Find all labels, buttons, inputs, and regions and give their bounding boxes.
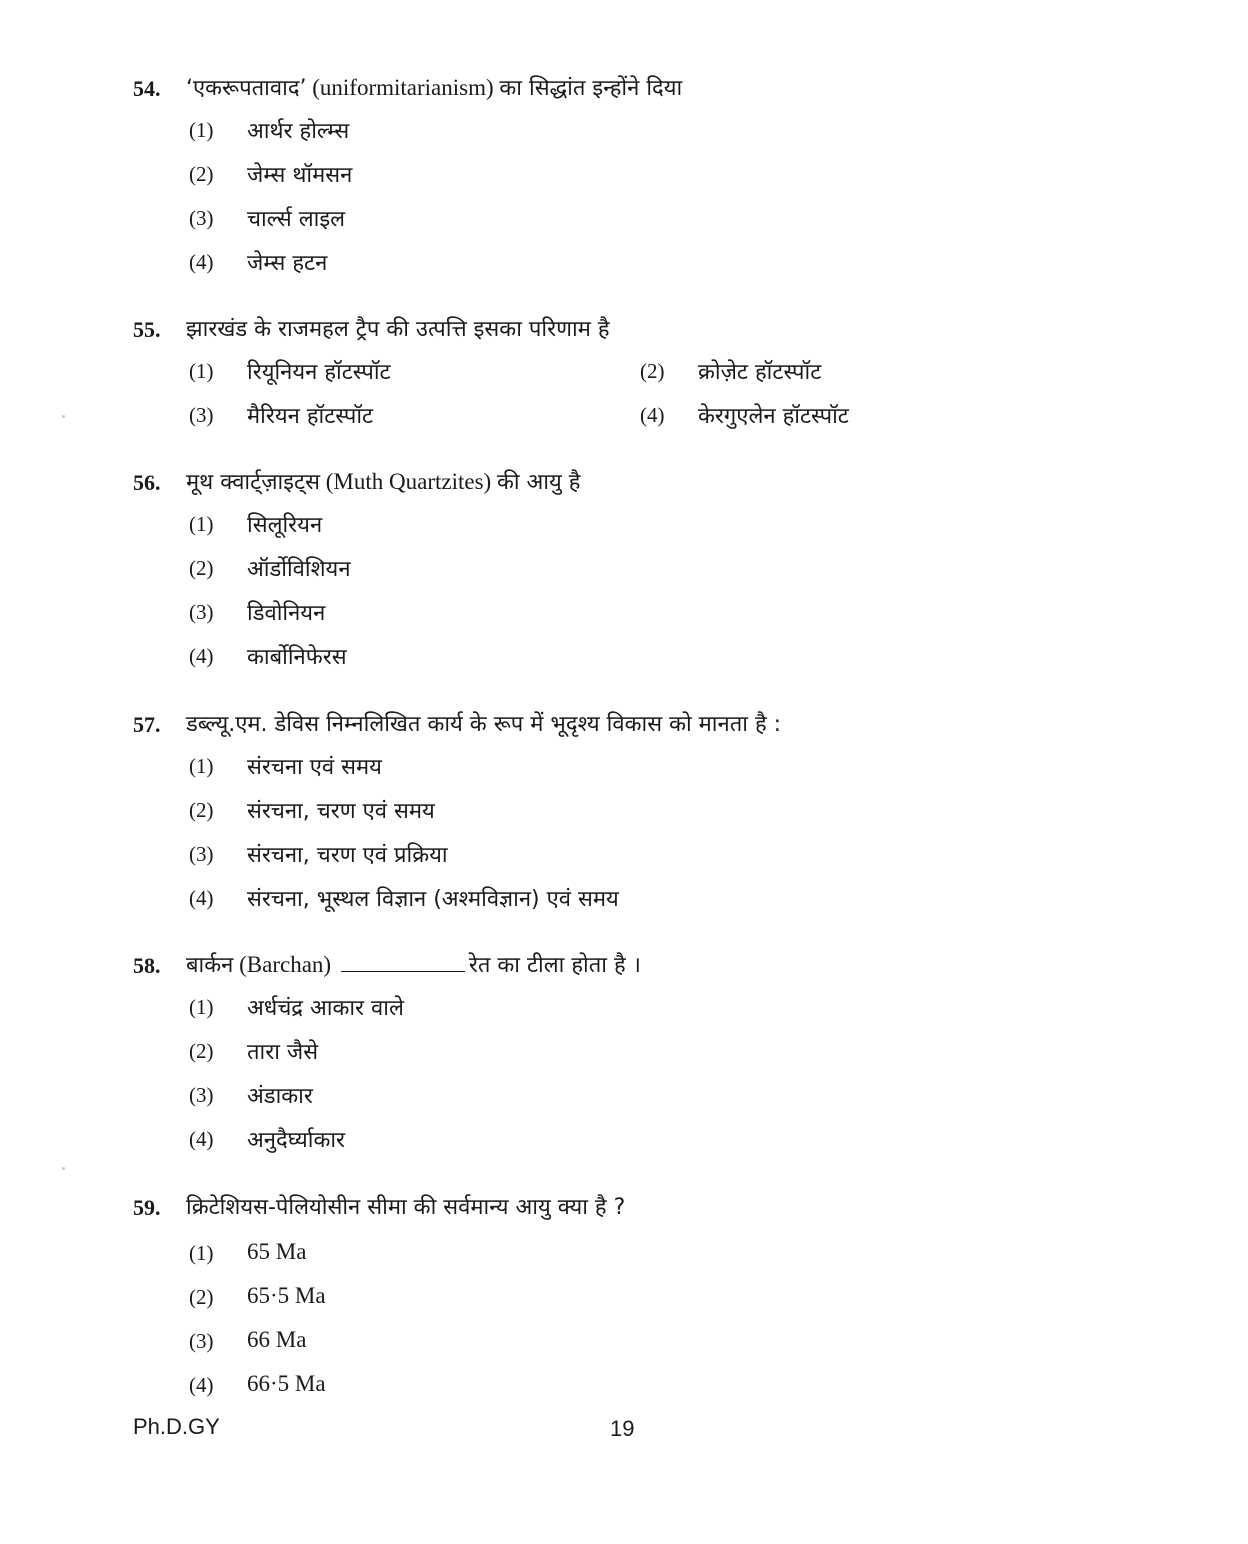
option-text: जेम्स थॉमसन: [247, 163, 353, 188]
option-number: (3): [189, 1083, 214, 1107]
option-number: (1): [189, 995, 214, 1019]
question-text-part: बार्कन: [186, 953, 234, 978]
option-text: अर्धचंद्र आकार वाले: [247, 996, 404, 1021]
question-number: 58.: [133, 953, 161, 978]
option-text: केरगुएलेन हॉटस्पॉट: [698, 404, 849, 429]
question-stem: [0, 947, 1248, 987]
question-text-part: का सिद्धांत इन्होंने दिया: [499, 76, 683, 101]
option-number: (3): [189, 1329, 214, 1353]
option-number: (1): [189, 118, 214, 142]
option-text: 65·5 Ma: [247, 1283, 326, 1308]
question-number: 56.: [133, 470, 161, 495]
option-text: संरचना, भूस्थल विज्ञान (अश्मविज्ञान) एवं समय: [247, 887, 619, 912]
question-number: 59.: [133, 1195, 161, 1220]
question-number: 54.: [133, 76, 161, 101]
option-number: (2): [189, 556, 214, 580]
question-text-part: रेत का टीला होता है ।: [468, 953, 641, 978]
page-number: 19: [610, 1416, 635, 1441]
option-text: अंडाकार: [247, 1084, 313, 1109]
question-stem: [0, 70, 1248, 110]
scan-speck: [62, 1167, 65, 1170]
question-stem: [0, 464, 1248, 504]
option-text: चार्ल्स लाइल: [247, 207, 346, 232]
question-text: डब्ल्यू.एम. डेविस निम्नलिखित कार्य के रूप में भूदृश्य विकास को मानता है :: [186, 712, 782, 737]
option-number: (3): [189, 403, 214, 427]
option-number: (4): [189, 1127, 214, 1151]
option-number: (3): [189, 600, 214, 624]
option-text: रियूनियन हॉटस्पॉट: [247, 360, 391, 385]
option-text: सिलूरियन: [247, 513, 323, 538]
question-text: [186, 466, 580, 496]
question-text-latin: (uniformitarianism): [306, 75, 500, 100]
question-stem: [0, 706, 1248, 746]
option-text: संरचना, चरण एवं समय: [247, 799, 435, 824]
option-number: (1): [189, 1241, 214, 1265]
option-text: कार्बोनिफेरस: [247, 645, 347, 670]
option-number: (3): [189, 206, 214, 230]
question-text: क्रिटेशियस-पेलियोसीन सीमा की सर्वमान्य आयु क्या है ?: [186, 1195, 626, 1220]
option-text: तारा जैसे: [247, 1040, 319, 1065]
option-number: (2): [189, 1285, 214, 1309]
question-text-latin: (Muth Quartzites): [320, 469, 497, 494]
question-text-latin: (Barchan): [233, 952, 337, 977]
option-number: (1): [189, 359, 214, 383]
option-text: संरचना, चरण एवं प्रक्रिया: [247, 843, 448, 868]
option-number: (4): [640, 403, 665, 427]
option-number: (3): [189, 842, 214, 866]
option-text: 66 Ma: [247, 1327, 307, 1352]
option-text: मैरियन हॉटस्पॉट: [247, 404, 374, 429]
option-text: ऑर्डोविशियन: [247, 557, 351, 582]
option-number: (1): [189, 512, 214, 536]
option-number: (4): [189, 1373, 214, 1397]
option-number: (4): [189, 644, 214, 668]
option-number: (4): [189, 886, 214, 910]
scan-speck: [62, 415, 65, 418]
question-stem: [0, 1189, 1248, 1229]
question-text-part: ‘एकरूपतावाद’: [186, 76, 307, 101]
option-text: जेम्स हटन: [247, 251, 328, 276]
question-text: झारखंड के राजमहल ट्रैप की उत्पत्ति इसका परिणाम है: [186, 317, 610, 342]
option-text: आर्थर होल्म्स: [247, 119, 350, 144]
option-text: डिवोनियन: [247, 601, 326, 626]
option-text: अनुदैर्घ्याकार: [247, 1128, 346, 1153]
option-number: (2): [640, 359, 665, 383]
question-number: 57.: [133, 712, 161, 737]
option-number: (4): [189, 250, 214, 274]
question-stem: [0, 311, 1248, 351]
question-number: 55.: [133, 317, 161, 342]
option-number: (1): [189, 754, 214, 778]
option-text: 65 Ma: [247, 1239, 307, 1264]
question-text-part: की आयु है: [496, 470, 581, 495]
option-text: क्रोज़ेट हॉटस्पॉट: [698, 360, 822, 385]
option-number: (2): [189, 162, 214, 186]
option-text: संरचना एवं समय: [247, 755, 382, 780]
question-text: [186, 72, 682, 102]
paper-code: Ph.D.GY: [133, 1414, 220, 1439]
option-number: (2): [189, 798, 214, 822]
question-text: [186, 949, 641, 979]
option-text: 66·5 Ma: [247, 1371, 326, 1396]
question-text-part: मूथ क्वार्ट्ज़ाइट्स: [186, 470, 320, 495]
option-number: (2): [189, 1039, 214, 1063]
fill-in-blank: [341, 951, 465, 972]
